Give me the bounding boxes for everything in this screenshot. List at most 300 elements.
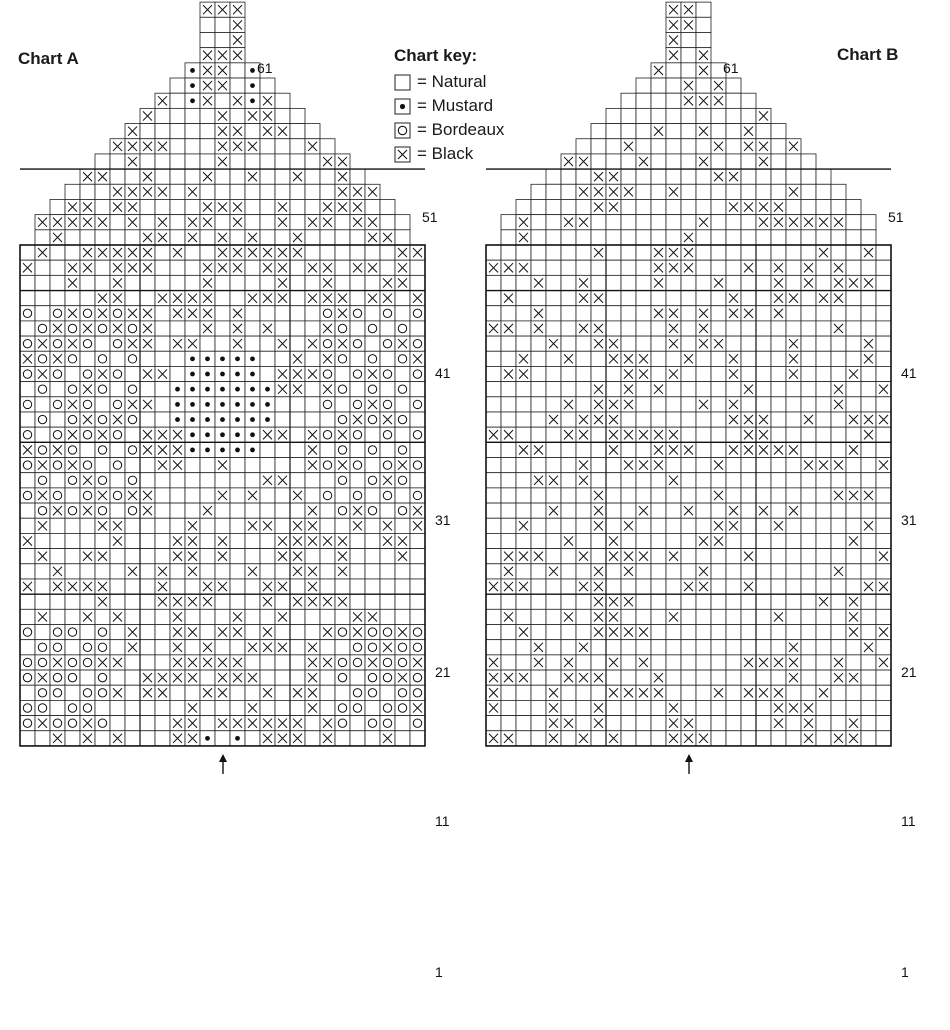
stitch-cell [816,518,831,533]
stitch-cell [546,458,561,473]
stitch-cell [576,594,591,609]
stitch-cell [816,230,831,245]
stitch-cell [756,275,771,290]
stitch-cell [846,518,861,533]
stitch-cell [711,260,726,275]
stitch-cell [861,549,876,564]
stitch-cell [681,139,696,154]
stitch-cell [531,579,546,594]
stitch-cell [636,518,651,533]
stitch-cell [741,564,756,579]
stitch-cell [501,351,516,366]
stitch-cell [711,700,726,715]
stitch-cell [711,306,726,321]
stitch-cell [666,564,681,579]
row-number-label: 31 [435,512,451,528]
stitch-cell [816,336,831,351]
stitch-cell [696,169,711,184]
stitch-cell [846,306,861,321]
stitch-cell [786,169,801,184]
stitch-cell [501,306,516,321]
stitch-cell [546,549,561,564]
stitch-cell [876,245,891,260]
stitch-cell [501,488,516,503]
stitch-cell [876,503,891,518]
stitch-cell [621,93,636,108]
stitch-cell [771,533,786,548]
stitch-cell [681,108,696,123]
stitch-cell [486,351,501,366]
stitch-cell [876,564,891,579]
stitch-cell [741,108,756,123]
stitch-cell [636,78,651,93]
stitch-cell [846,458,861,473]
stitch-cell [576,230,591,245]
stitch-cell [726,260,741,275]
row-number-label: 1 [901,964,909,980]
stitch-cell [666,78,681,93]
stitch-cell [801,564,816,579]
stitch-cell [711,427,726,442]
stitch-cell [876,609,891,624]
stitch-cell [846,230,861,245]
stitch-cell [621,154,636,169]
stitch-cell [846,245,861,260]
stitch-cell [726,655,741,670]
stitch-cell [711,199,726,214]
stitch-cell [561,700,576,715]
stitch-cell [681,275,696,290]
stitch-cell [771,245,786,260]
stitch-cell [576,700,591,715]
stitch-cell [816,169,831,184]
stitch-cell [531,503,546,518]
stitch-cell [651,169,666,184]
stitch-cell [636,700,651,715]
stitch-cell [771,351,786,366]
stitch-cell [666,215,681,230]
stitch-cell [861,670,876,685]
stitch-cell [666,397,681,412]
stitch-cell [786,397,801,412]
stitch-cell [666,139,681,154]
stitch-cell [786,533,801,548]
stitch-cell [636,321,651,336]
stitch-cell [546,382,561,397]
stitch-cell [696,108,711,123]
stitch-cell [486,336,501,351]
stitch-cell [681,184,696,199]
stitch-cell [861,655,876,670]
stitch-cell [621,275,636,290]
stitch-cell [606,579,621,594]
stitch-cell [636,199,651,214]
stitch-cell [816,700,831,715]
stitch-cell [561,685,576,700]
stitch-cell [651,366,666,381]
stitch-cell [501,412,516,427]
stitch-cell [876,260,891,275]
stitch-cell [651,230,666,245]
stitch-cell [561,640,576,655]
stitch-cell [801,533,816,548]
stitch-cell [621,291,636,306]
stitch-cell [681,533,696,548]
stitch-cell [831,184,846,199]
stitch-cell [576,169,591,184]
stitch-cell [576,533,591,548]
stitch-cell [651,139,666,154]
stitch-cell [486,594,501,609]
stitch-cell [816,397,831,412]
stitch-cell [831,685,846,700]
stitch-cell [621,230,636,245]
stitch-cell [591,533,606,548]
stitch-cell [666,488,681,503]
stitch-cell [486,412,501,427]
stitch-cell [801,442,816,457]
stitch-cell [726,427,741,442]
stitch-cell [801,154,816,169]
stitch-cell [801,427,816,442]
stitch-cell [666,458,681,473]
stitch-cell [861,260,876,275]
stitch-cell [696,260,711,275]
stitch-cell [651,594,666,609]
stitch-cell [516,199,531,214]
stitch-cell [561,625,576,640]
chart-a-title: Chart A [18,49,79,68]
stitch-cell [666,275,681,290]
stitch-cell [846,549,861,564]
stitch-cell [861,366,876,381]
stitch-cell [636,488,651,503]
stitch-cell [846,397,861,412]
stitch-cell [666,154,681,169]
stitch-cell [546,260,561,275]
stitch-cell [696,412,711,427]
stitch-cell [681,655,696,670]
stitch-cell [801,488,816,503]
stitch-cell [681,625,696,640]
stitch-cell [561,184,576,199]
stitch-cell [636,169,651,184]
stitch-cell [621,473,636,488]
stitch-cell [531,488,546,503]
stitch-cell [696,503,711,518]
stitch-cell [756,397,771,412]
stitch-cell [681,609,696,624]
stitch-cell [831,442,846,457]
stitch-cell [546,488,561,503]
stitch-cell [756,579,771,594]
stitch-cell [516,245,531,260]
stitch-cell [876,685,891,700]
stitch-cell [831,366,846,381]
stitch-cell [606,139,621,154]
stitch-cell [666,685,681,700]
stitch-cell [801,184,816,199]
stitch-cell [666,351,681,366]
stitch-cell [756,731,771,746]
stitch-cell [501,336,516,351]
stitch-cell [651,321,666,336]
stitch-cell [741,594,756,609]
stitch-cell [861,321,876,336]
stitch-cell [561,321,576,336]
stitch-cell [681,63,696,78]
stitch-cell [711,382,726,397]
stitch-cell [516,291,531,306]
stitch-cell [726,124,741,139]
stitch-cell [606,108,621,123]
stitch-cell [756,625,771,640]
stitch-cell [606,382,621,397]
stitch-cell [786,427,801,442]
stitch-cell [651,199,666,214]
row-number-label: 11 [435,813,450,829]
stitch-cell [636,442,651,457]
stitch-cell [741,670,756,685]
stitch-cell [771,139,786,154]
stitch-cell [741,488,756,503]
stitch-cell [546,184,561,199]
stitch-cell [516,533,531,548]
stitch-cell [651,700,666,715]
stitch-cell [876,275,891,290]
stitch-cell [846,351,861,366]
stitch-cell [666,93,681,108]
stitch-cell [486,503,501,518]
stitch-cell [621,215,636,230]
stitch-cell [576,336,591,351]
stitch-cell [651,609,666,624]
stitch-cell [516,488,531,503]
stitch-cell [741,336,756,351]
stitch-cell [651,503,666,518]
stitch-cell [756,124,771,139]
stitch-cell [531,700,546,715]
stitch-cell [546,518,561,533]
stitch-cell [801,291,816,306]
stitch-cell [516,609,531,624]
stitch-cell [666,579,681,594]
stitch-cell [486,306,501,321]
stitch-cell [636,336,651,351]
stitch-cell [501,245,516,260]
stitch-cell [621,124,636,139]
stitch-cell [756,640,771,655]
stitch-cell [546,670,561,685]
stitch-cell [576,306,591,321]
stitch-cell [741,321,756,336]
stitch-cell [831,609,846,624]
stitch-cell [786,488,801,503]
stitch-cell [531,245,546,260]
stitch-cell [771,397,786,412]
stitch-cell [606,640,621,655]
stitch-cell [861,397,876,412]
stitch-cell [726,579,741,594]
stitch-cell [531,427,546,442]
stitch-cell [756,700,771,715]
stitch-cell [726,245,741,260]
stitch-cell [696,366,711,381]
stitch-cell [861,685,876,700]
stitch-cell [771,503,786,518]
stitch-cell [786,154,801,169]
stitch-cell [531,458,546,473]
stitch-cell [831,427,846,442]
stitch-cell [546,594,561,609]
stitch-cell [801,321,816,336]
stitch-cell [696,291,711,306]
stitch-cell [516,382,531,397]
stitch-cell [816,533,831,548]
stitch-cell [576,351,591,366]
stitch-cell [771,366,786,381]
stitch-cell [741,275,756,290]
stitch-cell [816,609,831,624]
stitch-cell [516,731,531,746]
stitch-cell [756,670,771,685]
stitch-cell [726,458,741,473]
stitch-cell [681,458,696,473]
stitch-cell [771,336,786,351]
stitch-cell [531,397,546,412]
stitch-cell [831,579,846,594]
stitch-cell [681,336,696,351]
stitch-cell [816,199,831,214]
stitch-cell [591,549,606,564]
stitch-cell [546,351,561,366]
stitch-cell [576,139,591,154]
stitch-cell [606,275,621,290]
stitch-cell [756,260,771,275]
stitch-cell [726,640,741,655]
stitch-cell [651,655,666,670]
stitch-cell [546,215,561,230]
stitch-cell [531,518,546,533]
stitch-cell [621,655,636,670]
stitch-cell [681,321,696,336]
stitch-cell [636,184,651,199]
stitch-cell [561,579,576,594]
row-number-label: 1 [435,964,443,980]
stitch-cell [831,594,846,609]
stitch-cell [636,640,651,655]
stitch-cell [786,579,801,594]
stitch-cell [591,124,606,139]
stitch-cell [786,549,801,564]
stitch-cell [786,473,801,488]
stitch-cell [666,169,681,184]
stitch-cell [741,184,756,199]
stitch-cell [546,533,561,548]
stitch-cell [876,321,891,336]
stitch-cell [501,215,516,230]
stitch-cell [636,382,651,397]
stitch-cell [801,306,816,321]
stitch-cell [621,533,636,548]
stitch-cell [876,518,891,533]
stitch-cell [831,306,846,321]
stitch-cell [681,412,696,427]
stitch-cell [801,230,816,245]
stitch-cell [651,397,666,412]
stitch-cell [726,321,741,336]
stitch-cell [621,108,636,123]
stitch-cell [861,306,876,321]
row-number-label: 21 [901,664,917,680]
stitch-cell [561,458,576,473]
key-label-bordeaux: = Bordeaux [417,120,505,139]
stitch-cell [681,169,696,184]
stitch-cell [561,594,576,609]
stitch-cell [651,108,666,123]
stitch-cell [681,640,696,655]
stitch-cell [726,336,741,351]
stitch-cell [771,154,786,169]
stitch-cell [801,640,816,655]
stitch-cell [846,685,861,700]
stitch-cell [696,458,711,473]
stitch-cell [636,108,651,123]
stitch-cell [831,518,846,533]
stitch-cell [831,245,846,260]
stitch-cell [546,625,561,640]
stitch-cell [546,640,561,655]
stitch-cell [651,473,666,488]
stitch-cell [651,215,666,230]
stitch-cell [786,306,801,321]
stitch-cell [756,366,771,381]
stitch-cell [876,473,891,488]
stitch-cell [681,700,696,715]
stitch-cell [831,640,846,655]
stitch-cell [591,442,606,457]
stitch-cell [516,564,531,579]
stitch-cell [636,93,651,108]
stitch-cell [591,731,606,746]
stitch-cell [636,291,651,306]
stitch-cell [846,291,861,306]
stitch-cell [861,716,876,731]
stitch-cell [561,549,576,564]
stitch-cell [681,594,696,609]
stitch-cell [741,533,756,548]
stitch-cell [726,184,741,199]
stitch-cell [621,670,636,685]
stitch-cell [591,154,606,169]
stitch-cell [726,275,741,290]
stitch-cell [546,275,561,290]
stitch-cell [831,533,846,548]
stitch-cell [561,275,576,290]
stitch-cell [636,579,651,594]
stitch-cell [711,291,726,306]
stitch-cell [486,366,501,381]
row-number-label: 61 [257,60,273,76]
stitch-cell [801,594,816,609]
row-number-label: 41 [901,365,917,381]
stitch-cell [876,594,891,609]
stitch-cell [546,245,561,260]
stitch-cell [606,291,621,306]
stitch-cell [741,154,756,169]
stitch-cell [651,518,666,533]
stitch-cell [756,230,771,245]
